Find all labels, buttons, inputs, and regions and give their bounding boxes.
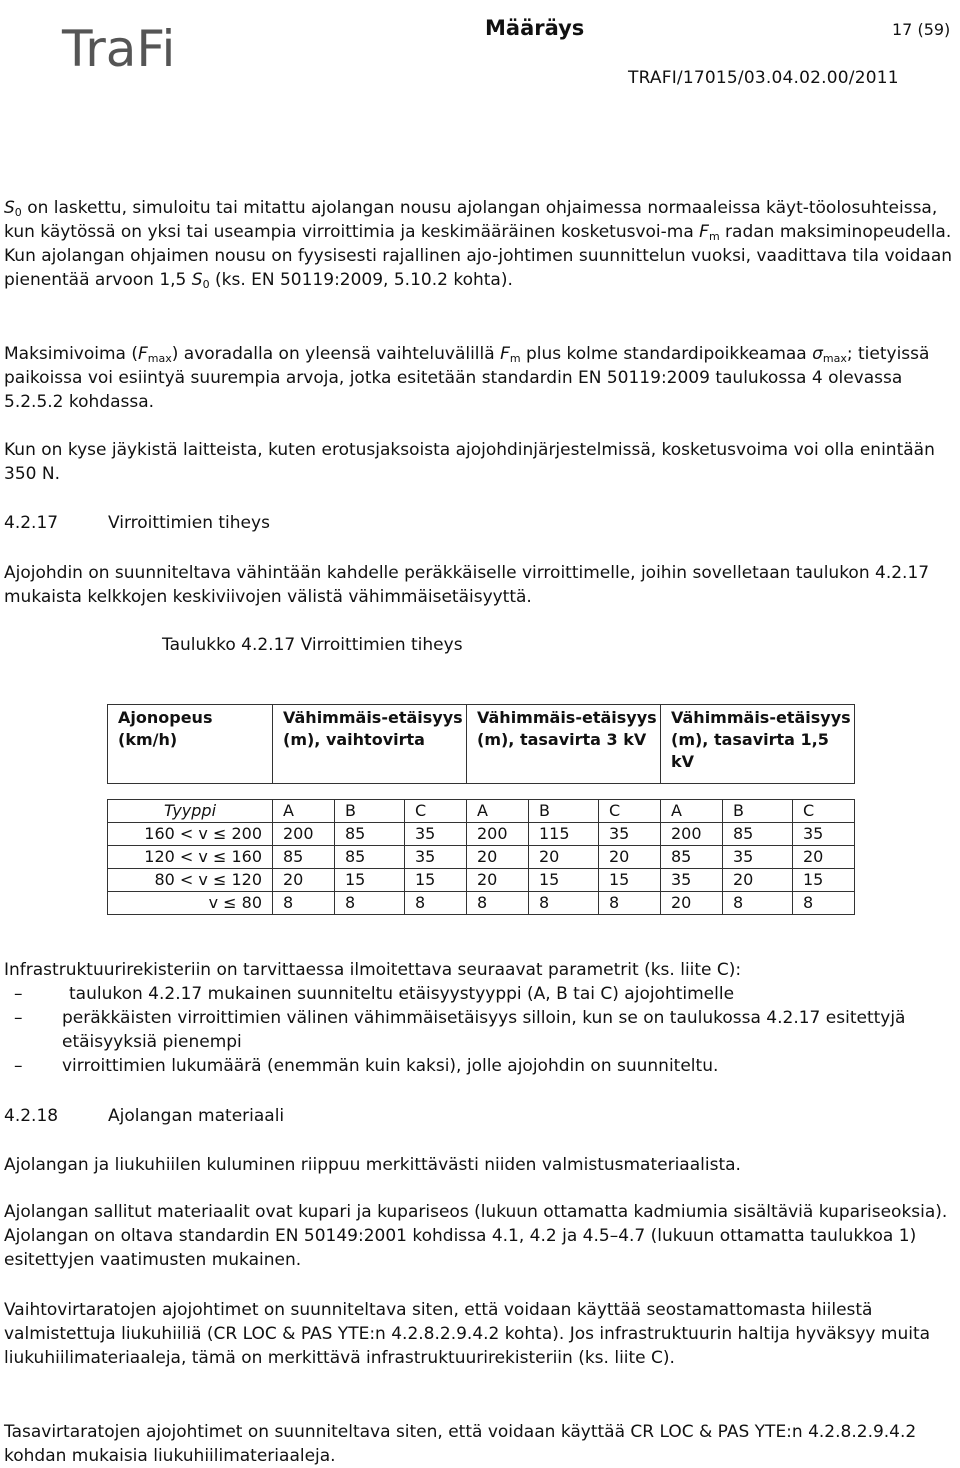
paragraph-s0: $S_0$ on laskettu, simuloitu tai mitattu ajolangan nousu ajolangan ohjaimessa normaaleissa käyt-töolosuhteissa, kun käytössä on yksi tai useampia virroittimia ja keskimääräinen kosketusvoi-ma $F_m$ radan maksiminopeudella. Kun ajolangan ohjaimen nousu on fyysisesti rajallinen ajo-johtimen suunnittelun vuoksi, vaadittava tila voidaan pienentää arvoon 1,5 $S_0$ (ks. EN 50119:2009, 5.10.2 kohta). (4, 198, 953, 291)
table-header-row (108, 705, 855, 784)
paragraph-dc-lines: Tasavirtaratojen ajojohtimet on suunniteltava siten, että voidaan käyttää CR LOC & PAS YTE:n 4.2.8.2.9.4.2 kohdan mukaisia liukuhiilimateriaaleja. (4, 1422, 917, 1466)
table-caption: Taulukko 4.2.17 Virroittimien tiheys (162, 635, 463, 655)
paragraph-ac-lines: Vaihtovirtaratojen ajojohtimet on suunniteltava siten, että voidaan käyttää seostamattomasta hiilestä valmistettuja liukuhiiliä (CR LOC & PAS YTE:n 4.2.8.2.9.4.2 kohta). Jos infrastruktuurin haltija hyväksyy muita liukuhiilimateriaaleja, tämä on merkittävä infrastruktuurirekisteriin (ks. liite C). (4, 1300, 931, 1368)
header-cell: Vähimmäis-etäisyys (m), tasavirta 3 kV (467, 705, 661, 784)
logo-text: TraFi (62, 20, 176, 76)
trafi-logo (60, 16, 225, 76)
header-cell: Vähimmäis-etäisyys (m), vaihtovirta (273, 705, 467, 784)
table-row: v ≤ 80 8 8 8 8 8 8 20 8 8 (108, 892, 855, 915)
page-number: 17 (59) (892, 20, 951, 39)
parameter-list (4, 982, 956, 1078)
paragraph-rigid-equipment: Kun on kyse jäykistä laitteista, kuten erotusjaksoista ajojohdinjärjestelmissä, kosketusvoima voi olla enintään 350 N. (4, 440, 935, 484)
paragraph-wear: Ajolangan ja liukuhiilen kuluminen riippuu merkittävästi niiden valmistusmateriaalista. (4, 1155, 741, 1175)
section-number: 4.2.17 (4, 513, 59, 533)
paragraph-pantograph-spacing: Ajojohdin on suunniteltava vähintään kahdelle peräkkäiselle virroittimelle, joihin sovelletaan taulukon 4.2.17 mukaista kelkkojen keskiviivojen välistä vähimmäisetäisyyttä. (4, 563, 930, 607)
paragraph-max-force: Maksimivoima $(F_{max})$ avoradalla on yleensä vaihteluvälillä $F_m$ plus kolme standardipoikkeamaa $\sigma_{max}$; tietyissä paikoissa voi esiintyä suurempia arvoja, jotka esitetään standardin EN 50119:2009 taulukossa 4 olevassa 5.2.5.2 kohdassa. (4, 344, 930, 412)
document-reference: TRAFI/17015/03.04.02.00/2011 (628, 68, 899, 88)
section-number: 4.2.18 (4, 1106, 59, 1126)
table-row-type: Tyyppi A B C A B C A B C (108, 800, 855, 823)
table-row: 120 < v ≤ 160 85 85 35 20 20 20 85 35 20 (108, 846, 855, 869)
header-cell: Vähimmäis-etäisyys (m), tasavirta 1,5 kV (661, 705, 855, 784)
table-row: 80 < v ≤ 120 20 15 15 20 15 15 35 20 15 (108, 869, 855, 892)
section-heading-4217 (4, 511, 270, 535)
paragraph-materials: Ajolangan sallitut materiaalit ovat kupari ja kupariseos (lukuun ottamatta kadmiumia sisältäviä kupariseoksia). Ajolangan on oltava standardin EN 50149:2001 kohdissa 4.1, 4.2 ja 4.5–4.7 (lukuun ottamatta taulukkoa 1) esitettyjen vaatimusten mukainen. (4, 1202, 948, 1270)
pantograph-spacing-table (107, 704, 855, 915)
section-title: Virroittimien tiheys (108, 513, 270, 533)
list-item: – virroittimien lukumäärä (enemmän kuin kaksi), jolle ajojohdin on suunniteltu. (14, 1056, 719, 1076)
section-title: Ajolangan materiaali (108, 1106, 285, 1126)
list-item: – peräkkäisten virroittimien välinen vähimmäisetäisyys silloin, kun se on taulukossa 4.2.17 esitettyjä etäisyyksiä pienempi (14, 1008, 906, 1052)
document-type: Määräys (485, 16, 585, 40)
list-item: – taulukon 4.2.17 mukainen suunniteltu etäisyystyyppi (A, B tai C) ajojohtimelle (14, 984, 735, 1004)
header-cell: Ajonopeus (km/h) (108, 705, 273, 784)
section-heading-4218 (4, 1104, 284, 1128)
paragraph-register-parameters: Infrastruktuurirekisteriin on tarvittaessa ilmoitettava seuraavat parametrit (ks. liite C): (4, 960, 742, 980)
table-row: 160 < v ≤ 200 200 85 35 200 115 35 200 85 35 (108, 823, 855, 846)
